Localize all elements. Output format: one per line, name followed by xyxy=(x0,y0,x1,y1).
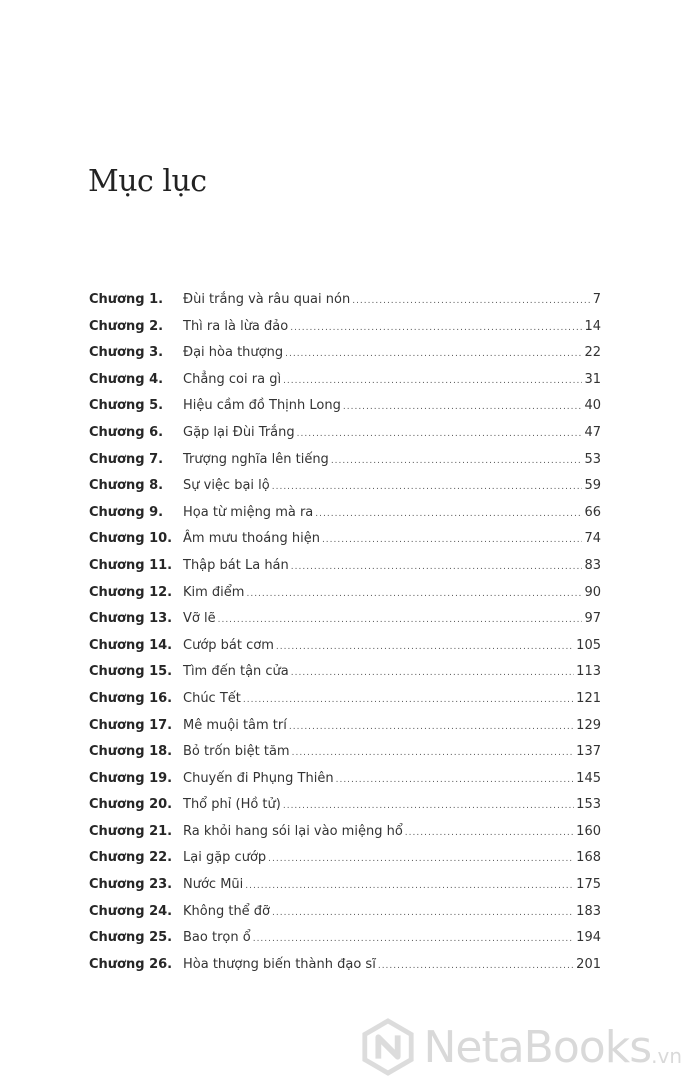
toc-chapter-number: Chương 1. xyxy=(89,292,164,307)
watermark-suffix: .vn xyxy=(651,1044,682,1068)
toc-chapter-title: Tìm đến tận cửa xyxy=(183,664,289,680)
toc-leader-dots xyxy=(272,909,574,918)
toc-leader-dots xyxy=(245,882,574,891)
toc-entry xyxy=(89,718,601,745)
toc-chapter-title: Chúc Tết xyxy=(183,690,241,706)
toc-chapter-number: Chương 12. xyxy=(89,584,173,600)
toc-chapter-number: Chương 20. xyxy=(89,797,173,813)
toc-leader-dots xyxy=(292,749,575,758)
toc-chapter-title: Hòa thượng biến thành đạo sĩ xyxy=(183,956,376,972)
toc-chapter-title: Gặp lại Đùi Trắng xyxy=(183,424,295,440)
netabooks-logo-icon xyxy=(359,1018,417,1076)
toc-page-number: 66 xyxy=(584,504,601,520)
toc-page-number: 53 xyxy=(584,451,601,467)
toc-leader-dots xyxy=(283,802,574,811)
toc-chapter-number: Chương 6. xyxy=(89,424,164,440)
toc-entry xyxy=(89,771,601,798)
toc-chapter-number: Chương 23. xyxy=(89,877,173,893)
toc-leader-dots xyxy=(218,616,583,625)
toc-chapter-number: Chương 9. xyxy=(89,504,164,520)
toc-leader-dots xyxy=(243,696,574,705)
toc-chapter-title: Họa từ miệng mà ra xyxy=(183,504,314,520)
toc-page-number: 160 xyxy=(576,823,601,839)
toc-page-number: 22 xyxy=(584,345,601,361)
toc-chapter-number: Chương 4. xyxy=(89,371,164,387)
toc-chapter-number: Chương 3. xyxy=(89,345,164,361)
toc-leader-dots xyxy=(378,962,574,971)
toc-chapter-number: Chương 8. xyxy=(89,478,164,494)
toc-entry xyxy=(89,824,601,851)
toc-entry xyxy=(89,372,601,399)
toc-entry xyxy=(89,611,601,638)
toc-leader-dots xyxy=(297,430,583,439)
toc-chapter-number: Chương 5. xyxy=(89,398,164,414)
toc-page-number: 168 xyxy=(576,850,601,866)
toc-chapter-number: Chương 17. xyxy=(89,717,173,733)
toc-chapter-number: Chương 16. xyxy=(89,690,173,706)
toc-entry xyxy=(89,797,601,824)
toc-entry xyxy=(89,957,601,984)
toc-entry xyxy=(89,558,601,585)
toc-chapter-number: Chương 14. xyxy=(89,637,173,653)
toc-chapter-number: Chương 15. xyxy=(89,664,173,680)
toc-page-number: 175 xyxy=(576,877,601,893)
toc-entry xyxy=(89,505,601,532)
toc-chapter-number: Chương 19. xyxy=(89,770,173,786)
toc-entry xyxy=(89,425,601,452)
toc-entry xyxy=(89,930,601,957)
toc-chapter-title: Chuyến đi Phụng Thiên xyxy=(183,770,334,786)
toc-leader-dots xyxy=(268,855,574,864)
toc-leader-dots xyxy=(291,669,574,678)
toc-page-number: 183 xyxy=(576,903,601,919)
toc-chapter-title: Thì ra là lừa đảo xyxy=(183,318,289,334)
toc-leader-dots xyxy=(276,643,574,652)
toc-leader-dots xyxy=(315,510,582,519)
toc-page-number: 105 xyxy=(576,637,601,653)
toc-chapter-number: Chương 25. xyxy=(89,930,173,946)
toc-leader-dots xyxy=(285,350,582,359)
toc-chapter-number: Chương 2. xyxy=(89,318,164,334)
toc-chapter-number: Chương 10. xyxy=(89,531,173,547)
toc-chapter-title: Đùi trắng và râu quai nón xyxy=(183,292,351,307)
toc-entry xyxy=(89,319,601,346)
toc-chapter-title: Nước Mũi xyxy=(183,877,244,893)
toc-leader-dots xyxy=(246,590,582,599)
toc-chapter-title: Trượng nghĩa lên tiếng xyxy=(183,451,329,467)
toc-entry xyxy=(89,850,601,877)
toc-entry xyxy=(89,904,601,931)
toc-chapter-title: Vỡ lẽ xyxy=(183,611,216,627)
watermark xyxy=(359,1018,682,1076)
toc-chapter-title: Sự việc bại lộ xyxy=(183,478,270,494)
toc-entry xyxy=(89,398,601,425)
toc-entry xyxy=(89,452,601,479)
toc-chapter-title: Bao trọn ổ xyxy=(183,930,251,946)
toc-page-number: 97 xyxy=(584,611,601,627)
toc-chapter-title: Bỏ trốn biệt tăm xyxy=(183,744,290,760)
toc-page-number: 7 xyxy=(592,292,601,307)
toc-page-number: 129 xyxy=(576,717,601,733)
toc-chapter-number: Chương 18. xyxy=(89,744,173,760)
toc-chapter-title: Kim điểm xyxy=(183,584,245,600)
toc-page-number: 113 xyxy=(576,664,601,680)
toc-chapter-title: Thổ phỉ (Hồ tử) xyxy=(183,797,281,813)
toc-leader-dots xyxy=(322,536,583,545)
toc-entry xyxy=(89,345,601,372)
toc-entry xyxy=(89,585,601,612)
toc-leader-dots xyxy=(291,563,583,572)
toc-page-number: 121 xyxy=(576,690,601,706)
toc-chapter-number: Chương 21. xyxy=(89,823,173,839)
toc-entry xyxy=(89,478,601,505)
toc-chapter-number: Chương 13. xyxy=(89,611,173,627)
toc-chapter-title: Hiệu cầm đồ Thịnh Long xyxy=(183,398,341,414)
toc-leader-dots xyxy=(343,403,583,412)
toc-leader-dots xyxy=(331,457,583,466)
toc-entry xyxy=(89,691,601,718)
toc-entry xyxy=(89,664,601,691)
toc-chapter-number: Chương 26. xyxy=(89,956,173,972)
toc-leader-dots xyxy=(290,324,582,333)
toc-chapter-title: Ra khỏi hang sói lại vào miệng hổ xyxy=(183,823,403,839)
toc-chapter-title: Đại hòa thượng xyxy=(183,345,284,361)
toc-leader-dots xyxy=(352,297,591,306)
toc-chapter-title: Chẳng coi ra gì xyxy=(183,371,282,387)
toc-page-number: 137 xyxy=(576,744,601,760)
toc-entry xyxy=(89,877,601,904)
toc-leader-dots xyxy=(405,829,574,838)
toc-leader-dots xyxy=(283,377,582,386)
toc-chapter-number: Chương 22. xyxy=(89,850,173,866)
toc-chapter-title: Không thể đỡ xyxy=(183,903,271,919)
toc-page-number: 153 xyxy=(576,797,601,813)
toc-page-number: 194 xyxy=(576,930,601,946)
toc-page-number: 145 xyxy=(576,770,601,786)
toc-entry xyxy=(89,531,601,558)
toc-page-number: 47 xyxy=(584,424,601,440)
toc-page-number: 59 xyxy=(584,478,601,494)
toc-leader-dots xyxy=(289,723,574,732)
toc-page-number: 74 xyxy=(584,531,601,547)
toc-page-number: 90 xyxy=(584,584,601,600)
toc-chapter-number: Chương 7. xyxy=(89,451,164,467)
toc-chapter-title: Thập bát La hán xyxy=(183,557,289,573)
toc-chapter-title: Cướp bát cơm xyxy=(183,637,274,653)
toc-entry xyxy=(89,744,601,771)
toc-chapter-title: Âm mưu thoáng hiện xyxy=(183,531,320,547)
toc-entry xyxy=(89,292,601,319)
toc-chapter-number: Chương 11. xyxy=(89,557,173,573)
table-of-contents xyxy=(89,292,601,983)
toc-chapter-title: Lại gặp cướp xyxy=(183,850,267,866)
toc-entry xyxy=(89,638,601,665)
watermark-brand: NetaBooks xyxy=(423,1021,652,1073)
toc-page-number: 31 xyxy=(584,371,601,387)
toc-leader-dots xyxy=(336,776,575,785)
toc-page-number: 14 xyxy=(584,318,601,334)
page-title: Mục lục xyxy=(88,164,207,199)
toc-page-number: 83 xyxy=(584,557,601,573)
toc-leader-dots xyxy=(253,935,574,944)
toc-leader-dots xyxy=(272,483,583,492)
toc-chapter-title: Mê muội tâm trí xyxy=(183,717,287,733)
toc-chapter-number: Chương 24. xyxy=(89,903,173,919)
toc-page-number: 201 xyxy=(576,956,601,972)
toc-page-number: 40 xyxy=(584,398,601,414)
